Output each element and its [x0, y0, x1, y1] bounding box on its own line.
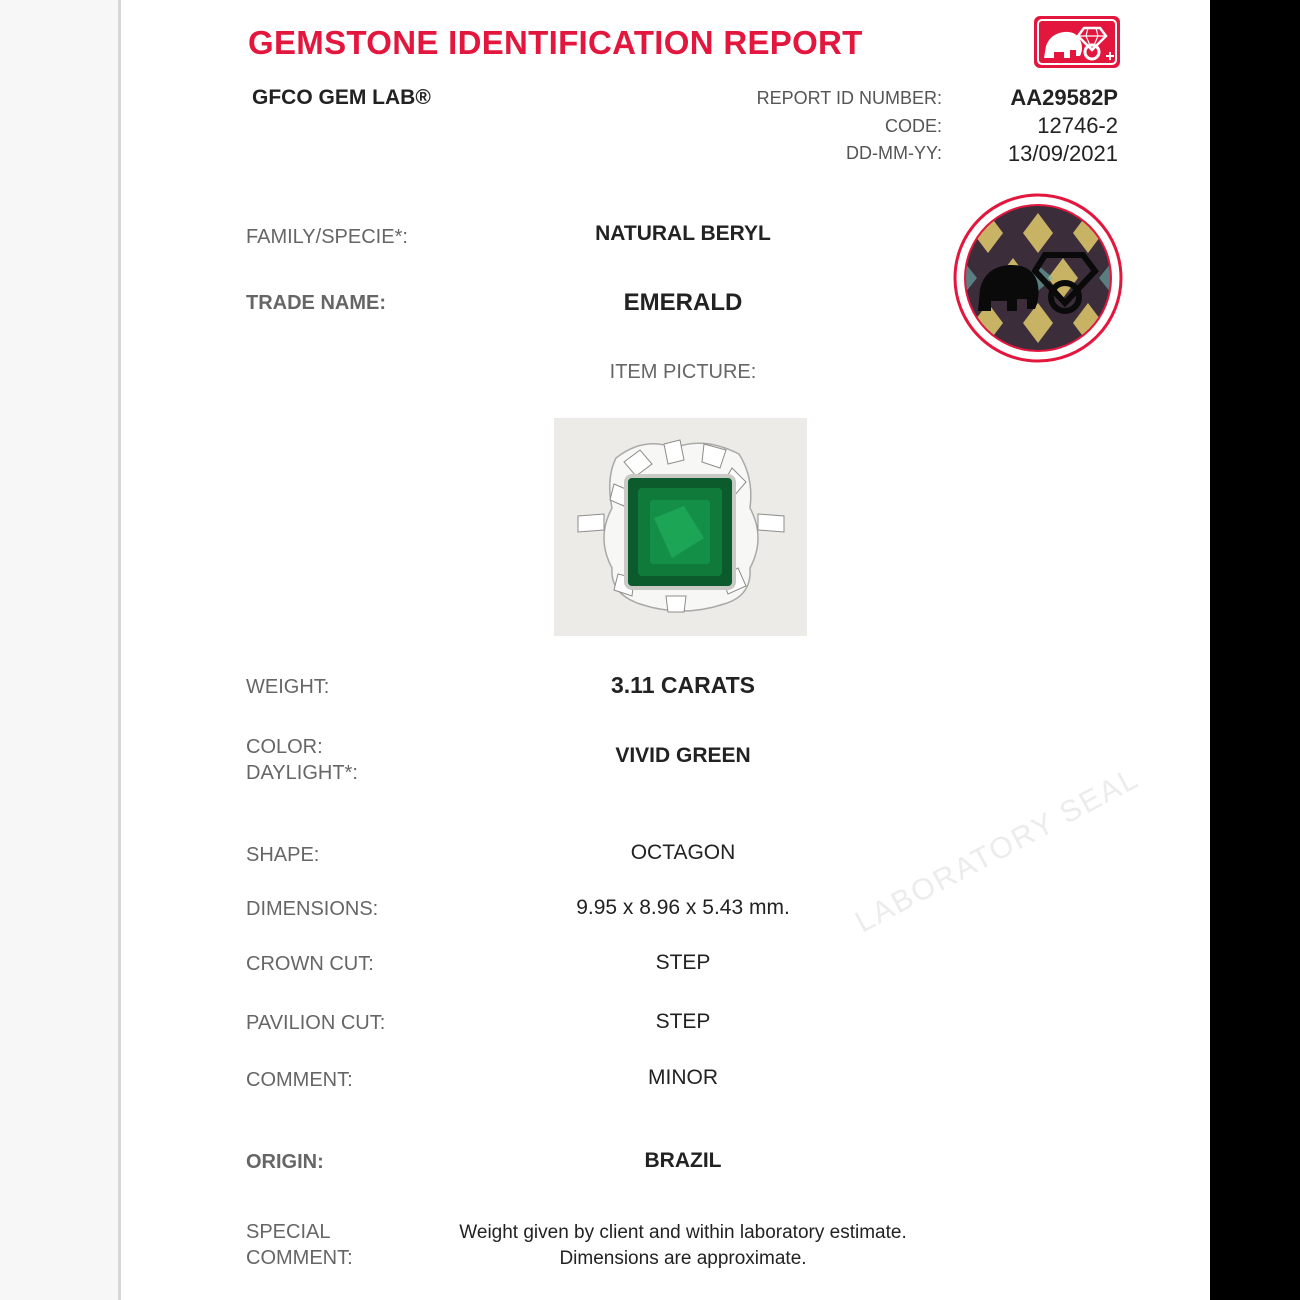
- weight-label: WEIGHT:: [246, 676, 330, 698]
- report-id-label: REPORT ID NUMBER:: [756, 88, 942, 108]
- left-rule: [118, 0, 121, 1300]
- daylight-label: DAYLIGHT*:: [246, 762, 358, 784]
- hologram-seal-icon: [953, 193, 1123, 363]
- special-comment-label-line1: SPECIAL: [246, 1221, 331, 1243]
- report-id-value: AA29582P: [1010, 85, 1118, 110]
- trade-name-label: TRADE NAME:: [246, 292, 386, 314]
- family-specie-value: NATURAL BERYL: [595, 222, 771, 245]
- lab-name: GFCO GEM LAB®: [252, 86, 431, 109]
- elephant-diamond-logo-icon: [1034, 16, 1120, 68]
- left-margin: [0, 0, 118, 1300]
- family-specie-label: FAMILY/SPECIE*:: [246, 226, 408, 248]
- comment-label: COMMENT:: [246, 1069, 353, 1091]
- comment-value: MINOR: [648, 1066, 718, 1089]
- dimensions-value: 9.95 x 8.96 x 5.43 mm.: [576, 896, 790, 919]
- item-picture: [554, 418, 807, 636]
- color-label: COLOR:: [246, 736, 323, 758]
- crown-cut-label: CROWN CUT:: [246, 953, 374, 975]
- item-picture-label: ITEM PICTURE:: [609, 361, 757, 383]
- special-comment-line1: Weight given by client and within laboratory estimate.: [459, 1222, 907, 1243]
- trade-name-value: EMERALD: [623, 289, 743, 316]
- code-label: CODE:: [884, 116, 942, 136]
- origin-value: BRAZIL: [644, 1149, 722, 1172]
- shape-label: SHAPE:: [246, 844, 320, 866]
- weight-value: 3.11 CARATS: [610, 672, 755, 698]
- pavilion-cut-label: PAVILION CUT:: [246, 1012, 386, 1034]
- special-comment-label-line2: COMMENT:: [246, 1247, 353, 1269]
- code-value: 12746-2: [1037, 113, 1118, 138]
- pavilion-cut-value: STEP: [655, 1010, 711, 1033]
- dimensions-label: DIMENSIONS:: [246, 898, 379, 920]
- date-value: 13/09/2021: [1007, 141, 1118, 166]
- special-comment-line2: Dimensions are approximate.: [559, 1248, 807, 1269]
- origin-label: ORIGIN:: [246, 1151, 324, 1173]
- right-black-bar: [1210, 0, 1300, 1300]
- report-title: GEMSTONE IDENTIFICATION REPORT: [248, 24, 863, 61]
- date-label: DD-MM-YY:: [846, 143, 942, 163]
- laboratory-seal-watermark: LABORATORY SEAL: [850, 761, 1145, 940]
- color-value: VIVID GREEN: [615, 744, 751, 767]
- special-comment-text: [400, 1220, 966, 1272]
- shape-value: OCTAGON: [630, 841, 736, 864]
- crown-cut-value: STEP: [655, 951, 711, 974]
